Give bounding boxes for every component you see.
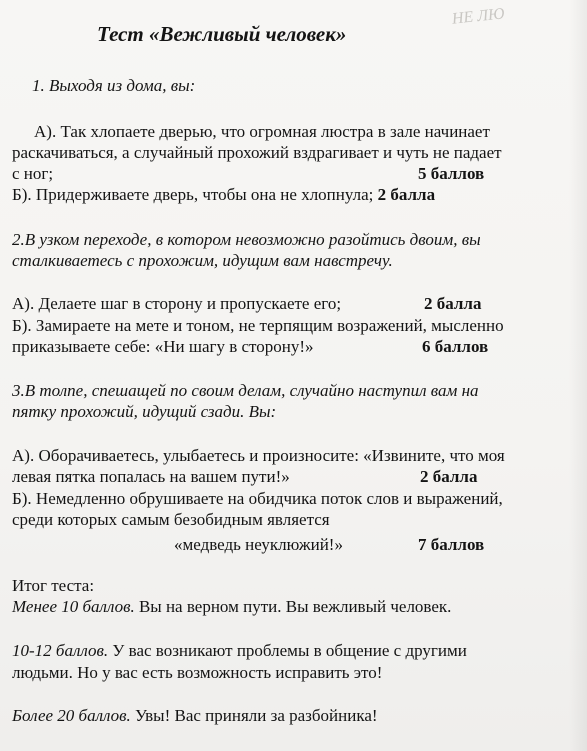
q1-answer-a-line1: А). Так хлопаете дверью, что огромная люстра в зале начинает [34, 122, 490, 141]
page-edge-shadow [569, 0, 587, 751]
question-3-line2: пятку прохожий, идущий сзади. Вы: [12, 402, 277, 421]
q3-answer-b-points: 7 баллов [418, 535, 485, 554]
q1-answer-b-points: 2 балла [377, 185, 436, 204]
q3-answer-b-line2: среди которых самым безобидным является [12, 510, 330, 529]
result-2-range: 10-12 баллов. [12, 641, 109, 660]
question-2-line1: 2.В узком переходе, в котором невозможно разойтись двоим, вы [12, 230, 481, 249]
q3-answer-a-line2: левая пятка попалась на вашем пути!» [12, 467, 290, 486]
result-1-range: Менее 10 баллов. [12, 597, 135, 616]
question-2-line2: сталкиваетесь с прохожим, идущим вам навстречу. [12, 251, 393, 270]
q3-answer-b-line1: Б). Немедленно обрушиваете на обидчика поток слов и выражений, [12, 489, 503, 508]
faint-stamp: НЕ ЛЮ [451, 5, 506, 28]
q2-answer-b-points: 6 баллов [422, 337, 489, 356]
q1-answer-a-line2: раскачиваться, а случайный прохожий вздрагивает и чуть не падает [12, 143, 502, 162]
q1-answer-a-points: 5 баллов [418, 164, 485, 183]
q2-answer-b-line2: приказываете себе: «Ни шагу в сторону!» [12, 337, 314, 356]
q3-answer-a-line1: А). Оборачиваетесь, улыбаетесь и произносите: «Извините, что моя [12, 446, 505, 465]
q3-answer-b-line3: «медведь неуклюжий!» [174, 535, 343, 554]
result-3-range: Более 20 баллов. [12, 706, 131, 725]
results-heading: Итог теста: [12, 576, 95, 595]
result-2-text: У вас возникают проблемы в общение с другими [108, 641, 467, 660]
q3-answer-a-points: 2 балла [420, 467, 478, 486]
question-3-line1: 3.В толпе, спешащей по своим делам, случайно наступил вам на [12, 381, 479, 400]
q2-answer-a-points: 2 балла [424, 294, 482, 313]
q2-answer-b-line1: Б). Замираете на мете и тоном, не терпящим возражений, мысленно [12, 316, 504, 335]
page-title: Тест «Вежливый человек» [97, 22, 347, 46]
result-3-text: Увы! Вас приняли за разбойника! [130, 706, 378, 725]
question-1: 1. Выходя из дома, вы: [32, 76, 196, 95]
result-3 [12, 706, 378, 726]
q1-answer-b-text: Б). Придерживаете дверь, чтобы она не хлопнула; [12, 185, 374, 204]
result-1-text: Вы на верном пути. Вы вежливый человек. [134, 597, 452, 616]
result-2-line2: людьми. Но у вас есть возможность исправить это! [12, 663, 383, 682]
result-1 [12, 597, 451, 617]
q1-answer-b [12, 185, 435, 205]
q2-answer-a: А). Делаете шаг в сторону и пропускаете его; [12, 294, 342, 313]
q1-answer-a-line3: с ног; [12, 164, 54, 183]
result-2-line1 [12, 641, 467, 661]
